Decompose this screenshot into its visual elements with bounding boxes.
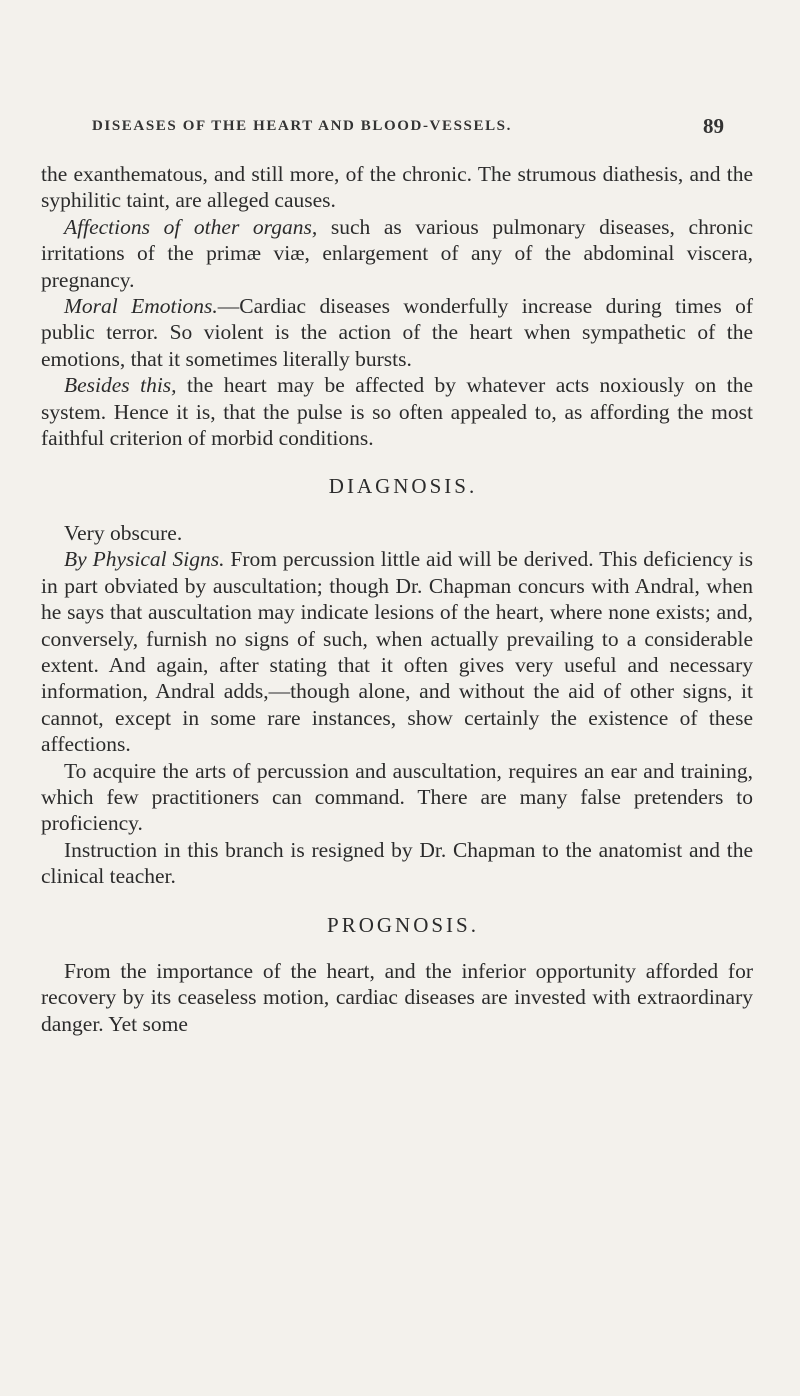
paragraph-lead: Affections of other organs, <box>64 214 318 239</box>
paragraph-text: the heart may be affected by whatever acts noxiously on the system. Hence it is, that the pulse is so often appealed to, as affording the most faithful criterion of morbid conditions. <box>41 373 753 451</box>
paragraph: Instruction in this branch is resigned by Dr. Chapman to the anatomist and the clinical teacher. <box>41 837 753 889</box>
paragraph <box>41 372 753 451</box>
paragraph-text: From percussion little aid will be derived. This deficiency is in part obviated by auscultation; though Dr. Chapman concurs with Andral, when he says that auscultation may indicate lesions of the heart, where none exists; and, conversely, furnish no signs of such, when actually prevailing to a considerable extent. And again, after stating that it often gives very useful and necessary information, Andral adds,—though alone, and without the aid of other signs, it cannot, except in some rare instances, show certainly the existence of these affections. <box>41 547 753 757</box>
paragraph-lead: Moral Emotions. <box>64 294 218 319</box>
paragraph: From the importance of the heart, and the inferior opportunity afforded for recovery by its ceaseless motion, cardiac diseases are invested with extraordinary danger. Yet some <box>41 958 753 1036</box>
paragraph-lead: Besides this, <box>64 373 177 398</box>
running-head: DISEASES OF THE HEART AND BLOOD-VESSELS. <box>92 118 512 134</box>
paragraph-text: —Cardiac diseases wonderfully increase during times of public terror. So violent is the action of the heart when sympathetic of the emotions, that it sometimes literally bursts. <box>41 294 753 371</box>
paragraph: Very obscure. <box>64 520 183 545</box>
page-number: 89 <box>703 114 724 138</box>
paragraph <box>41 214 753 293</box>
paragraph-text: such as various pulmonary diseases, chronic irritations of the primæ viæ, enlargement of any of the abdominal viscera, pregnancy. <box>41 214 753 292</box>
section-heading-diagnosis: DIAGNOSIS. <box>328 474 478 499</box>
paragraph-lead: By Physical Signs. <box>64 547 225 572</box>
paragraph <box>41 293 753 372</box>
body-text <box>41 161 753 1037</box>
paragraph: the exanthematous, and still more, of the chronic. The strumous diathesis, and the syphilitic taint, are alleged causes. <box>41 162 753 213</box>
section-heading-prognosis: PROGNOSIS. <box>327 912 479 937</box>
paragraph: To acquire the arts of percussion and auscultation, requires an ear and training, which few practitioners can command. There are many false pretenders to proficiency. <box>41 758 753 836</box>
paragraph <box>41 546 753 757</box>
